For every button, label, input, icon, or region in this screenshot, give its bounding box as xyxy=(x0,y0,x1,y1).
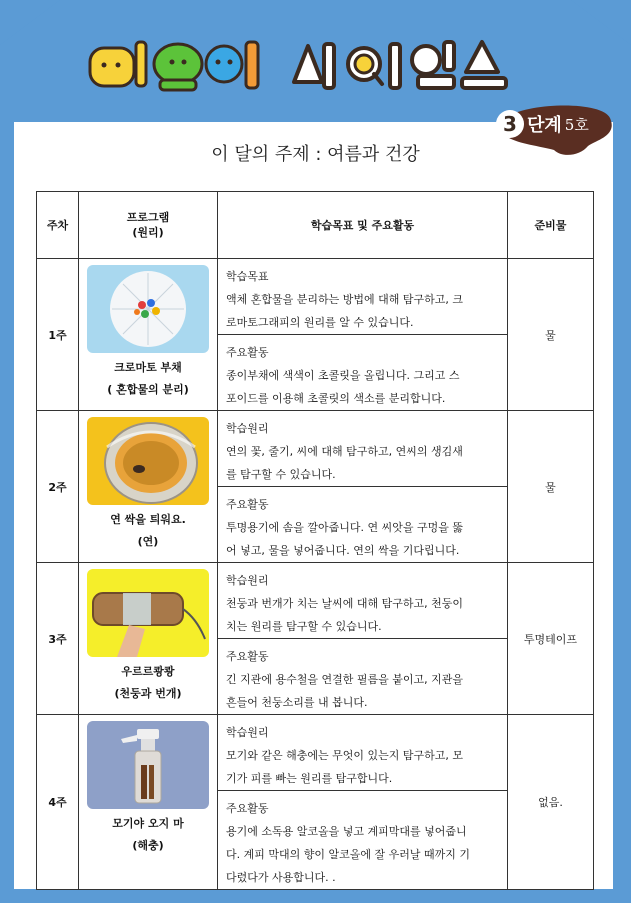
program-principle: (천둥과 번개) xyxy=(114,687,182,700)
issue-number: 5호 xyxy=(564,115,589,134)
program-principle: (해충) xyxy=(132,839,164,852)
learning-goal-cell xyxy=(218,715,508,791)
goal-line: 기가 피를 빠는 원리를 탐구합니다. xyxy=(226,772,393,785)
learning-goal-cell xyxy=(218,259,508,335)
activity-line: 흔들어 천둥소리를 내 봅니다. xyxy=(226,696,368,709)
week-cell: 1주 xyxy=(37,259,79,411)
materials-cell: 투명테이프 xyxy=(508,563,594,715)
program-principle: ( 혼합물의 분리) xyxy=(107,383,189,396)
brand-logo-right xyxy=(286,34,516,94)
activity-line: 투명용기에 솜을 깔아줍니다. 연 씨앗을 구멍을 뚫 xyxy=(226,521,463,534)
lotus-sprout-image xyxy=(87,417,209,505)
activity-line: 어 넣고, 물을 넣어줍니다. 연의 싹을 기다립니다. xyxy=(226,544,460,557)
science-logo-icon xyxy=(286,32,516,96)
step-badge xyxy=(496,106,608,142)
goal-line: 를 탐구할 수 있습니다. xyxy=(226,468,336,481)
header-week: 주차 xyxy=(37,192,79,259)
program-cell xyxy=(79,715,218,890)
program-name: 연 싹을 틔워요. xyxy=(110,513,186,526)
activity-line: 다. 계피 막대의 향이 알코올에 잘 우러날 때까지 기 xyxy=(226,848,470,861)
goal-heading: 학습원리 xyxy=(226,574,269,587)
semoa-logo-icon xyxy=(86,34,266,94)
mosquito-spray-image xyxy=(87,721,209,809)
materials-cell: 물 xyxy=(508,411,594,563)
page-title: 이 달의 주제 : 여름과 건강 xyxy=(211,144,420,165)
step-number: 3 xyxy=(496,110,524,138)
learning-goal-cell xyxy=(218,563,508,639)
table-header-row xyxy=(37,192,594,259)
brand-logo-left xyxy=(86,34,266,94)
table-row xyxy=(37,259,594,335)
table-row xyxy=(37,715,594,791)
week-cell: 3주 xyxy=(37,563,79,715)
learning-goal-cell xyxy=(218,411,508,487)
goal-heading: 학습원리 xyxy=(226,726,269,739)
header-activity: 학습목표 및 주요활동 xyxy=(218,192,508,259)
activity-line: 긴 지관에 용수철을 연결한 필름을 붙이고, 지관을 xyxy=(226,673,463,686)
main-activity-cell xyxy=(218,639,508,715)
activity-line: 용기에 소독용 알코올을 넣고 계피막대를 넣어줍니 xyxy=(226,825,467,838)
curriculum-table xyxy=(36,191,594,890)
table-row xyxy=(37,563,594,639)
thunder-tube-image xyxy=(87,569,209,657)
program-cell xyxy=(79,259,218,411)
activity-heading: 주요활동 xyxy=(226,650,269,663)
header-program-line1: 프로그램 xyxy=(126,211,170,224)
chromatography-fan-image xyxy=(87,265,209,353)
week-cell: 4주 xyxy=(37,715,79,890)
goal-line: 연의 꽃, 줄기, 씨에 대해 탐구하고, 연씨의 생김새 xyxy=(226,445,463,458)
step-label: 단계 xyxy=(527,115,562,136)
week-cell: 2주 xyxy=(37,411,79,563)
activity-heading: 주요활동 xyxy=(226,498,269,511)
activity-heading: 주요활동 xyxy=(226,346,269,359)
materials-cell: 없음. xyxy=(508,715,594,890)
goal-line: 천둥과 번개가 치는 날씨에 대해 탐구하고, 천둥이 xyxy=(226,597,463,610)
header-program xyxy=(79,192,218,259)
goal-line: 로마토그래피의 원리를 알 수 있습니다. xyxy=(226,316,414,329)
goal-line: 치는 원리를 탐구할 수 있습니다. xyxy=(226,620,382,633)
activity-heading: 주요활동 xyxy=(226,802,269,815)
program-principle: (연) xyxy=(137,535,159,548)
goal-line: 액체 혼합물을 분리하는 방법에 대해 탐구하고, 크 xyxy=(226,293,463,306)
program-name: 모기야 오지 마 xyxy=(112,817,184,830)
goal-heading: 학습목표 xyxy=(226,270,269,283)
activity-line: 다렸다가 사용합니다. . xyxy=(226,871,336,884)
main-activity-cell xyxy=(218,791,508,890)
main-activity-cell xyxy=(218,335,508,411)
program-name: 우르르쾅쾅 xyxy=(121,665,175,678)
header-materials: 준비물 xyxy=(508,192,594,259)
program-cell xyxy=(79,563,218,715)
materials-cell: 물 xyxy=(508,259,594,411)
program-cell xyxy=(79,411,218,563)
goal-line: 모기와 같은 해충에는 무엇이 있는지 탐구하고, 모 xyxy=(226,749,463,762)
main-activity-cell xyxy=(218,487,508,563)
activity-line: 포이드를 이용해 초콜릿의 색소를 분리합니다. xyxy=(226,392,446,405)
program-name: 크로마토 부채 xyxy=(114,361,182,374)
table-row xyxy=(37,411,594,487)
activity-line: 종이부채에 색색이 초콜릿을 올립니다. 그리고 스 xyxy=(226,369,460,382)
goal-heading: 학습원리 xyxy=(226,422,269,435)
header-program-line2: (원리) xyxy=(132,226,164,239)
